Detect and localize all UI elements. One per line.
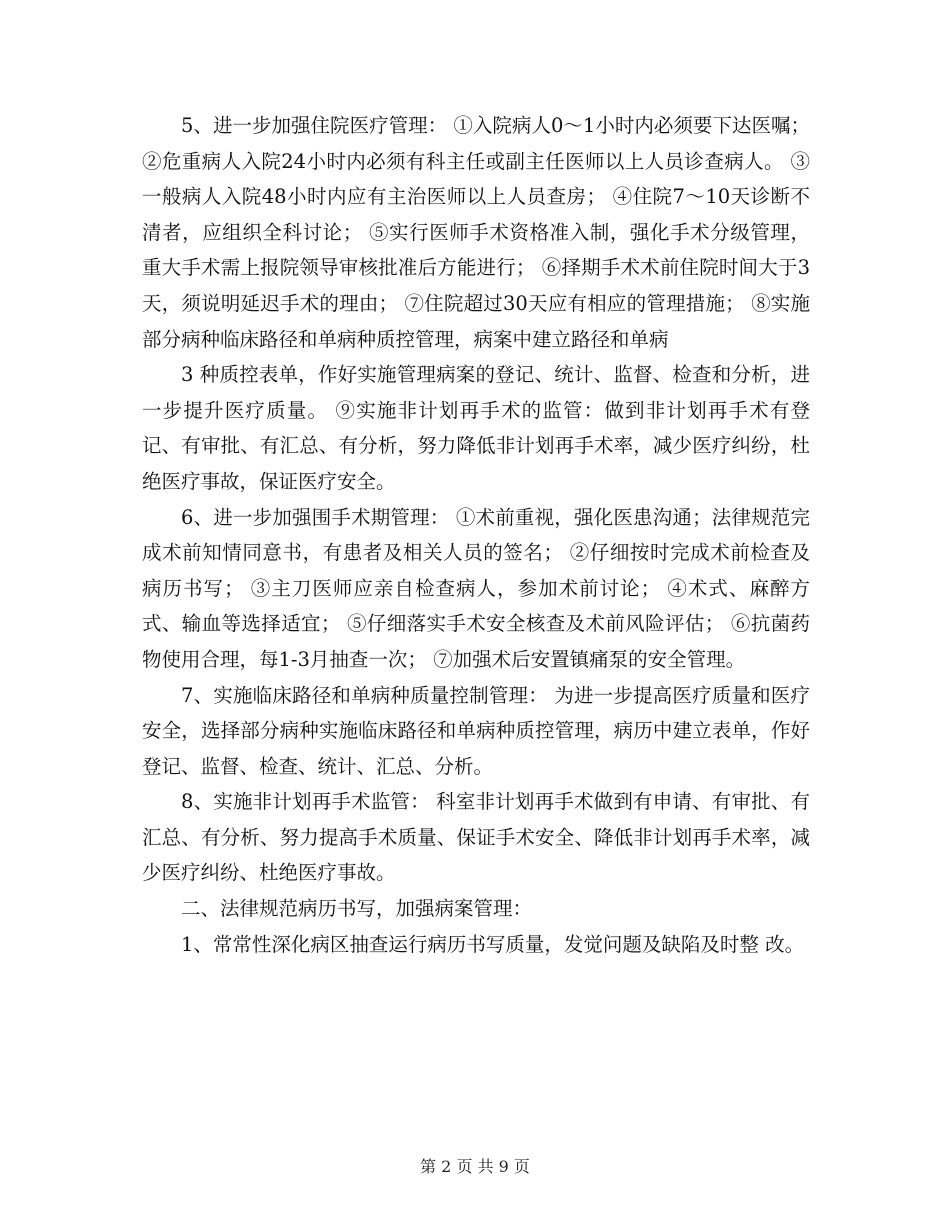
paragraph-8-unplanned-reoperation: 8、实施非计划再手术监管： 科室非计划再手术做到有申请、有审批、有汇总、有分析、努力提高手术质量、保证手术安全、降低非计划再手术率，减少医疗纠纷、杜绝医疗事故。: [142, 790, 810, 885]
paragraph-6-perioperative-management: 6、进一步加强围手术期管理： ①术前重视，强化医患沟通；法律规范完成术前知情同意书，有患者及相关人员的签名； ②仔细按时完成术前检查及病历书写； ③主刀医师应亲自检查病人，参加术前讨论； ④术式、麻醉方式、输血等选择适宜； ⑤仔细落实手术安全核查及术前风险评估； ⑥抗菌药物使用合理，每1-3月抽查一次； ⑦加强术后安置镇痛泵的安全管理。: [142, 505, 810, 671]
paragraph-1-record-quality-check: 1、常常性深化病区抽查运行病历书写质量，发觉问题及缺陷及时整 改。: [181, 932, 805, 956]
paragraph-7-clinical-pathway: 7、实施临床路径和单病种质量控制管理： 为进一步提高医疗质量和医疗安全，选择部分病种实施临床路径和单病种质控管理，病历中建立表单，作好登记、监督、检查、统计、汇总、分析。: [142, 683, 810, 778]
page-number-footer: 第 2 页 共 9 页: [420, 1157, 530, 1176]
paragraph-quality-control-forms: 3 种质控表单，作好实施管理病案的登记、统计、监督、检查和分析，进一步提升医疗质量。 ⑨实施非计划再手术的监管：做到非计划再手术有登记、有审批、有汇总、有分析，努力降低非计划再手术率，减少医疗纠纷，杜绝医疗事故，保证医疗安全。: [142, 363, 810, 493]
document-body: [142, 108, 810, 962]
section-heading-medical-records: 二、法律规范病历书写，加强病案管理：: [181, 897, 533, 921]
paragraph-5-inpatient-management: 5、进一步加强住院医疗管理： ①入院病人0～1小时内必须要下达医嘱； ②危重病人入院24小时内必须有科主任或副主任医师以上人员诊查病人。 ③一般病人入院48小时内应有主治医师以上人员查房； ④住院7～10天诊断不清者，应组织全科讨论； ⑤实行医师手术资格准入制，强化手术分级管理，重大手术需上报院领导审核批准后方能进行； ⑥择期手术术前住院时间大于3天，须说明延迟手术的理由； ⑦住院超过30天应有相应的管理措施； ⑧实施部分病种临床路径和单病种质控管理，病案中建立路径和单病: [142, 114, 810, 351]
